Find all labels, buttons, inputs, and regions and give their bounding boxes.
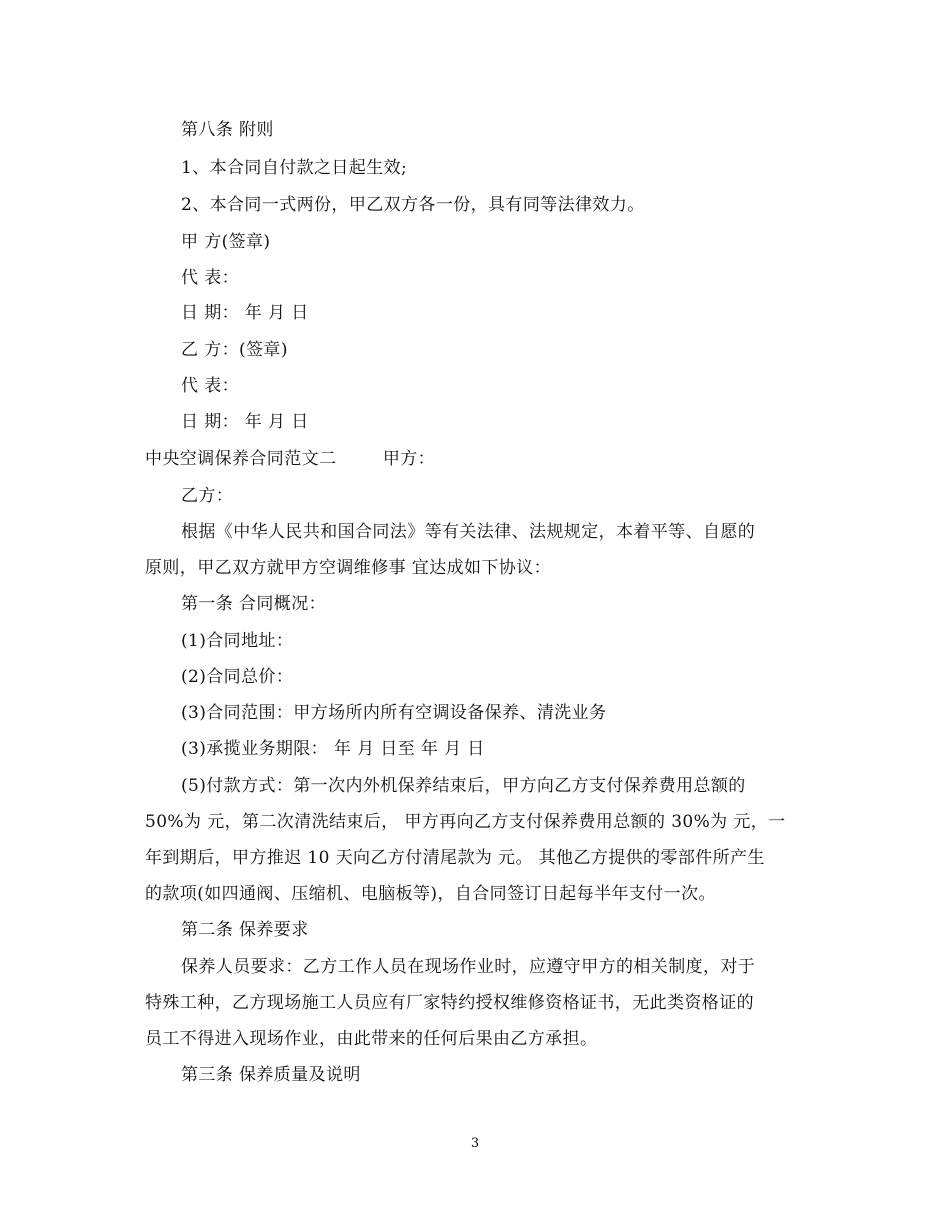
staff-requirements-line-3: 员工不得进入现场作业，由此带来的任何后果由乙方承担。 [145,1029,598,1049]
party-a-signature-label: 甲 方(签章) [181,232,271,252]
payment-method-line-2: 50%为 元，第二次清洗结束后， 甲方再向乙方支付保养费用总额的 30%为 元，一 [145,812,786,832]
clause-copies: 2、本合同一式两份，甲乙双方各一份，具有同等法律效力。 [181,195,645,215]
payment-method-line-1: (5)付款方式：第一次内外机保养结束后，甲方向乙方支付保养费用总额的 [181,776,746,796]
payment-method-line-3: 年到期后，甲方推迟 10 天向乙方付清尾款为 元。 其他乙方提供的零部件所产生 [145,848,765,868]
contract-total-price-item: (2)合同总价： [181,667,294,687]
article-one-heading: 第一条 合同概况： [181,594,327,614]
clause-effective-date: 1、本合同自付款之日起生效; [181,158,408,178]
party-a-representative-label: 代 表： [181,268,240,288]
article-eight-heading: 第八条 附则 [181,120,274,140]
contract-scope-item: (3)合同范围：甲方场所内所有空调设备保养、清洗业务 [181,703,607,723]
article-three-heading: 第三条 保养质量及说明 [181,1065,361,1085]
preamble-line-1: 根据《中华人民共和国合同法》等有关法律、法规规定，本着平等、自愿的 [181,522,756,542]
contract-term-item: (3)承揽业务期限： 年 月 日至 年 月 日 [181,739,485,759]
contract-address-item: (1)合同地址： [181,631,294,651]
party-b-line: 乙方： [181,486,234,506]
party-a-date-label: 日 期： 年 月 日 [181,303,309,323]
page-number: 3 [470,1136,480,1151]
article-two-heading: 第二条 保养要求 [181,920,309,940]
party-b-date-label: 日 期： 年 月 日 [181,412,309,432]
preamble-line-2: 原则，甲乙双方就甲方空调维修事 宜达成如下协议： [145,558,552,578]
staff-requirements-line-2: 特殊工种，乙方现场施工人员应有厂家特约授权维修资格证书，无此类资格证的 [145,993,754,1013]
party-b-signature-label: 乙 方：(签章) [181,340,288,360]
staff-requirements-line-1: 保养人员要求：乙方工作人员在现场作业时，应遵守甲方的相关制度，对于 [181,957,756,977]
payment-method-line-4: 的款项(如四通阀、压缩机、电脑板等)，自合同签订日起每半年支付一次。 [145,884,716,904]
second-contract-title-line: 中央空调保养合同范文二 甲方： [145,449,436,469]
party-b-representative-label: 代 表： [181,376,240,396]
